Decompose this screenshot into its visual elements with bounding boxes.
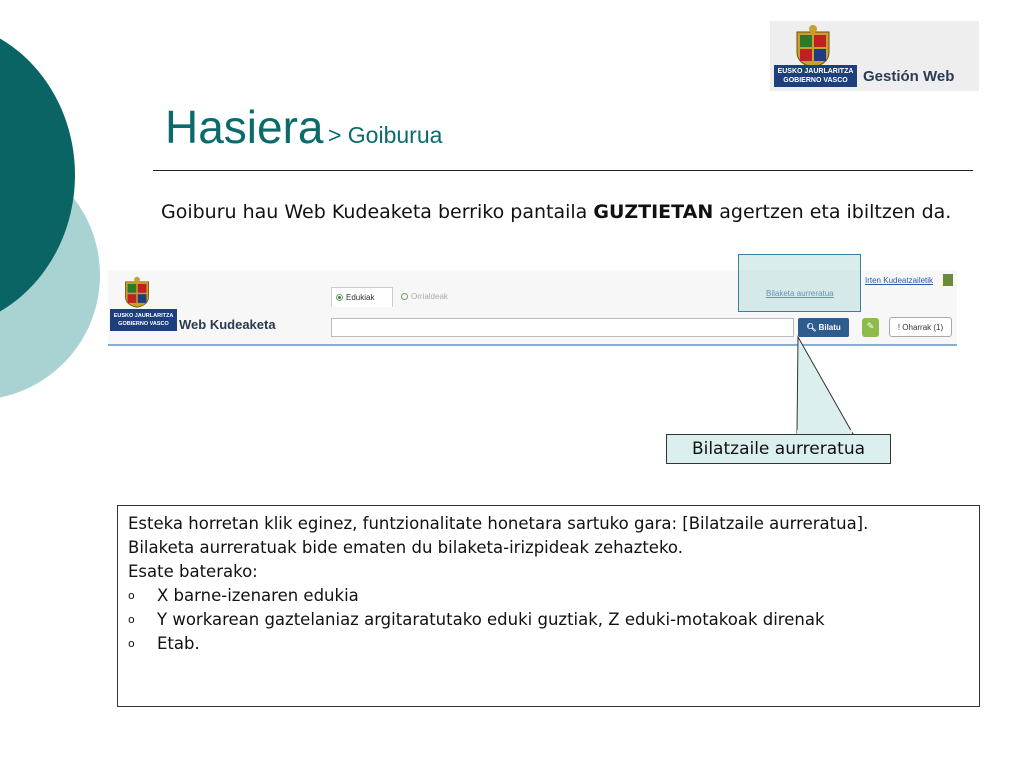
search-button[interactable] [798,318,849,337]
search-button-label: Bilatu [818,323,841,332]
search-icon: 🔍︎ [806,323,819,332]
intro-text [161,197,961,228]
tab-pages[interactable] [397,287,459,307]
description-line-1: Esteka horretan klik eginez, funtzionalitate honetara sartuko gara: [Bilatzaile aurreratua]. [128,514,869,533]
tab-pages-label: Orrialdeak [411,292,448,301]
page-title [165,100,442,154]
intro-text-after: agertzen eta ibiltzen da. [713,201,952,223]
bullet-icon: o [128,613,135,626]
bullet-icon: o [128,637,135,650]
header-logo-band-line2: GOBIERNO VASCO [118,321,169,327]
list-item-text: Y workarean gaztelaniaz argitaratutako eduki guztiak, Z eduki-motakoak direnak [157,610,825,629]
advanced-search-highlight [738,254,861,312]
tab-content[interactable] [331,287,393,307]
list-item [128,632,969,656]
description-box [117,505,980,707]
logo-band-line2: GOBIERNO VASCO [783,77,848,84]
callout-label: Bilatzaile aurreratua [666,434,891,464]
header-app-title: Web Kudeaketa [179,317,276,332]
header-logo-band-line1: EUSKO JAURLARITZA [113,313,174,319]
edit-icon[interactable]: ✎ [862,318,879,337]
logo-product-name: Gestión Web [863,68,955,85]
list-item-text: Etab. [157,634,200,653]
advanced-search-link[interactable]: Bilaketa aurreratua [766,289,834,298]
page-title-sub: > Goiburua [327,122,443,148]
search-input[interactable] [331,318,794,337]
logo [770,21,979,91]
radio-icon [401,293,408,300]
bullet-icon: o [128,589,135,602]
exit-link[interactable]: Irten Kudeatzailetik [865,276,934,285]
list-item [128,584,969,608]
header-logo-band [110,309,177,331]
intro-text-before: Goiburu hau Web Kudeaketa berriko pantaila [161,201,594,223]
notes-button[interactable]: ! Oharrak (1) [889,317,952,337]
example-list [128,584,969,656]
description-line-3: Esate baterako: [128,562,258,581]
intro-emphasis: GUZTIETAN [593,201,714,223]
coat-of-arms-icon [121,276,153,308]
page-title-main: Hasiera [165,101,324,153]
list-item [128,608,969,632]
logo-band [774,65,857,87]
logo-band-line1: EUSKO JAURLARITZA [777,68,854,75]
description-line-2: Bilaketa aurreratuak bide ematen du bilaketa-irizpideak zehazteko. [128,538,683,557]
exit-icon[interactable] [943,274,953,286]
coat-of-arms-icon [793,24,833,68]
radio-selected-icon [336,294,343,301]
tab-content-label: Edukiak [346,293,375,302]
list-item-text: X barne-izenaren edukia [157,586,359,605]
title-divider [153,170,973,171]
